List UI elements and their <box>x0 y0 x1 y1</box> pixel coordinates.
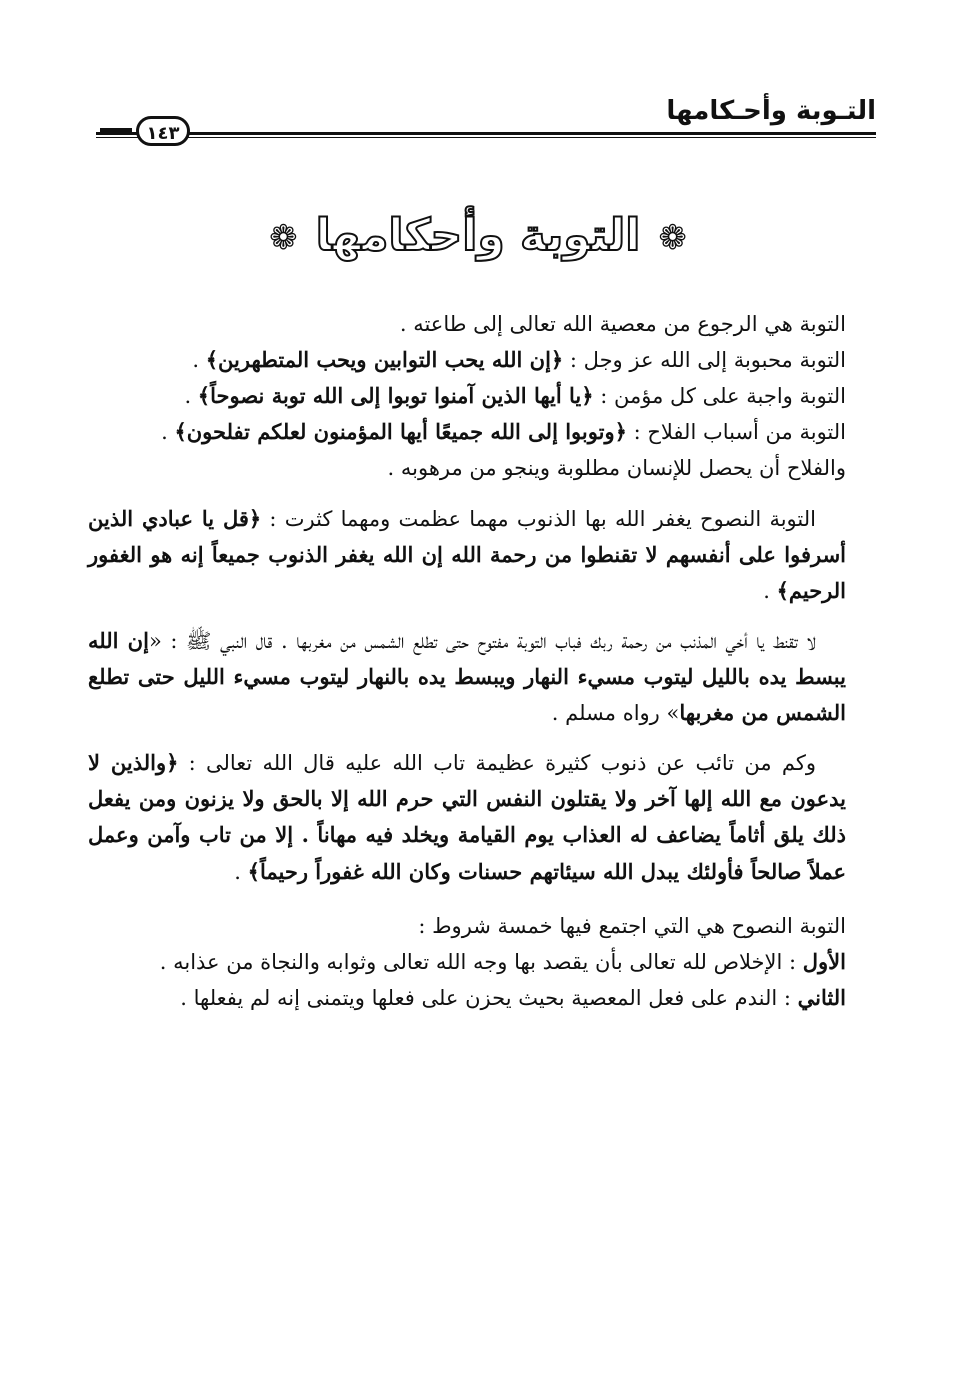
ornament-right-icon: ❁ <box>658 218 687 258</box>
paragraph-sincere-repentance: التوبة النصوح يغفر الله بها الذنوب مهما عظمت ومهما كثرت : ﴿قل يا عبادي الذين أسرفوا على أنفسهم لا تقنطوا من رحمة الله إن الله يغفر الذنوب جميعاً إنه هو الغفور الرحيم﴾ . <box>88 505 846 603</box>
chapter-title <box>0 210 956 261</box>
paragraph-many-repentant: وكم من تائب عن ذنوب كثيرة عظيمة تاب الله عليه قال الله تعالى : ﴿والذين لا يدعون مع الله إلها آخر ولا يقتلون النفس التي حرم الله إلا بالحق ولا يزنون ومن يفعل ذلك يلق أثاماً يضاعف له العذاب يوم القيامة ويخلد فيه مهاناً . إلا من تاب وآمن وعمل عملاً صالحاً فأولئك يبدل الله سيئاتهم حسنات وكان الله غفوراً رحيماً﴾ . <box>88 750 846 884</box>
condition-label: الأول <box>802 948 846 974</box>
running-header-title: التـوبة وأحـكامها <box>666 96 876 126</box>
page-number: ١٤٣ <box>136 116 190 146</box>
main-text <box>88 306 846 1016</box>
quran-quote: ﴿وتوبوا إلى الله جميعًا أيها المؤمنون لعلكم تفلحون﴾ <box>174 419 627 445</box>
running-header <box>96 88 876 148</box>
paragraph-do-not-despair: لا تقنط يا أخي المذنب من رحمة ربك فباب التوبة مفتوح حتى تطلع الشمس من مغربها . قال النبي ﷺ : «إن الله يبسط يده بالليل ليتوب مسيء النهار ويبسط يده بالنهار ليتوب مسيء الليل حتى تطلع الشمس من مغربها» رواه مسلم . <box>88 627 846 726</box>
quran-quote: ﴿إن الله يحب التوابين ويحب المتطهرين﴾ <box>205 347 564 373</box>
page-number-tick <box>100 128 132 132</box>
condition-item: الأول : الإخلاص لله تعالى بأن يقصد بها وجه الله تعالى وثوابه والنجاة من عذابه . <box>159 948 846 974</box>
intro-line: والفلاح أن يحصل للإنسان مطلوبة وينجو من مرهوبه . <box>387 456 846 481</box>
ornament-left-icon: ❁ <box>269 218 298 258</box>
quran-quote: ﴿يا أيها الذين آمنوا توبوا إلى الله توبة نصوحاً﴾ <box>197 383 594 409</box>
quran-quote: ﴿والذين لا يدعون مع الله إلها آخر ولا يقتلون النفس التي حرم الله إلا بالحق ولا يزنون ومن يفعل ذلك يلق أثاماً يضاعف له العذاب يوم القيامة ويخلد فيه مهاناً . إلا من تاب وآمن وعمل عملاً صالحاً فأولئك يبدل الله سيئاتهم حسنات وكان الله غفوراً رحيماً﴾ <box>88 750 846 884</box>
intro-line: التوبة هي الرجوع من معصية الله تعالى إلى طاعته . <box>399 312 846 336</box>
condition-label: الثاني <box>797 984 846 1010</box>
intro-line: التوبة محبوبة إلى الله عز وجل : ﴿إن الله يحب التوابين ويحب المتطهرين﴾ . <box>192 347 846 373</box>
intro-line: التوبة واجبة على كل مؤمن : ﴿يا أيها الذين آمنوا توبوا إلى الله توبة نصوحاً﴾ . <box>184 383 846 409</box>
hadith-quote: إن الله يبسط يده بالليل ليتوب مسيء النهار ويبسط يده بالنهار ليتوب مسيء الليل حتى تطلع الشمس من مغربها <box>88 627 846 726</box>
intro-line: التوبة من أسباب الفلاح : ﴿وتوبوا إلى الله جميعًا أيها المؤمنون لعلكم تفلحون﴾ . <box>161 419 846 445</box>
chapter-title-text: التوبة وأحكامها <box>315 210 641 261</box>
quran-quote: ﴿قل يا عبادي الذين أسرفوا على أنفسهم لا تقنطوا من رحمة الله إن الله يغفر الذنوب جميعاً إنه هو الغفور الرحيم﴾ <box>88 505 846 603</box>
conditions-intro: التوبة النصوح هي التي اجتمع فيها خمسة شروط : <box>418 913 846 938</box>
conditions-list <box>88 908 846 1016</box>
condition-item: الثاني : الندم على فعل المعصية بحيث يحزن على فعلها ويتمنى إنه لم يفعلها . <box>180 984 846 1010</box>
intro-lines <box>88 306 846 487</box>
header-rule <box>96 132 876 138</box>
